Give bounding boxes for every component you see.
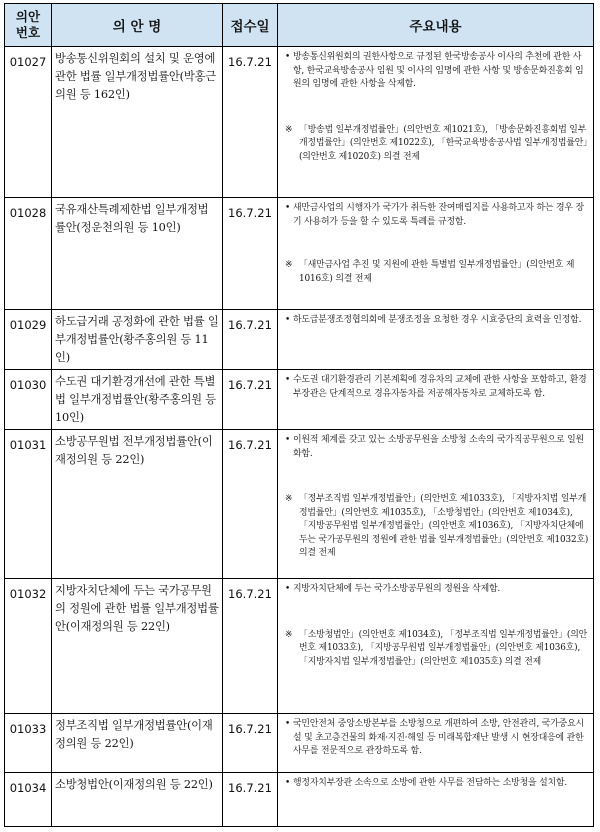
bill-number: 01028 bbox=[5, 198, 52, 310]
main-content bbox=[278, 198, 594, 310]
content-bullet bbox=[285, 314, 589, 328]
header-bill-no-line1: 의안 bbox=[15, 9, 41, 24]
main-content bbox=[278, 47, 594, 198]
content-bullet bbox=[285, 202, 589, 229]
table-row bbox=[5, 370, 594, 430]
main-content bbox=[278, 579, 594, 714]
bill-name: 소방공무원법 전부개정법률안(이재정의원 등 22인) bbox=[52, 430, 223, 579]
received-date: 16.7.21 bbox=[223, 430, 278, 579]
received-date: 16.7.21 bbox=[223, 370, 278, 430]
bullet-text: 이원적 체계를 갖고 있는 소방공무원을 소방청 소속의 국가직공무원으로 일원화함. bbox=[293, 435, 584, 459]
received-date: 16.7.21 bbox=[223, 47, 278, 198]
bullet-text: 하도급분쟁조정협의회에 분쟁조정을 요청한 경우 시효중단의 효력을 인정함. bbox=[293, 315, 582, 325]
note-mark: ※ bbox=[285, 260, 293, 270]
table-row bbox=[5, 430, 594, 579]
spacer bbox=[285, 597, 589, 629]
bill-number: 01033 bbox=[5, 714, 52, 773]
content-bullet bbox=[285, 777, 589, 791]
content-bullet bbox=[285, 718, 589, 759]
bill-number: 01029 bbox=[5, 310, 52, 370]
note-mark: ※ bbox=[285, 629, 293, 640]
received-date: 16.7.21 bbox=[223, 310, 278, 370]
table-row bbox=[5, 47, 594, 198]
note-text: 「방송법 일부개정법률안」(의안번호 제1021호), 「방송문화진흥회법 일부개정법률안」(의안번호 제1022호), 「한국교육방송공사법 일부개정법률안」(의안번호 제1020호) 의결 전제 bbox=[299, 124, 588, 162]
header-row bbox=[5, 4, 594, 47]
table-row bbox=[5, 714, 594, 773]
main-content bbox=[278, 370, 594, 430]
table-row bbox=[5, 773, 594, 827]
header-bill-name: 의 안 명 bbox=[52, 4, 223, 47]
content-bullet bbox=[285, 374, 589, 401]
bill-number: 01027 bbox=[5, 47, 52, 198]
received-date: 16.7.21 bbox=[223, 773, 278, 827]
bill-name: 소방청법안(이재정의원 등 22인) bbox=[52, 773, 223, 827]
content-note bbox=[285, 259, 589, 286]
bullet-text: 새만금사업의 시행자가 국가가 취득한 잔여매립지를 사용하고자 하는 경우 장기 사용허가 등을 할 수 있도록 특례를 규정함. bbox=[293, 203, 584, 227]
content-bullet bbox=[285, 434, 589, 461]
header-bill-no-line2: 번호 bbox=[15, 25, 41, 40]
spacer bbox=[285, 92, 589, 124]
bullet-mark: • bbox=[285, 719, 291, 729]
spacer bbox=[285, 229, 589, 259]
bullet-text: 수도권 대기환경관리 기본계획에 경유차의 교체에 관한 사항을 포함하고, 환경부장관은 단계적으로 경유자동차를 저공해자동차로 교체하도록 함. bbox=[293, 375, 587, 399]
main-content bbox=[278, 714, 594, 773]
header-bill-no bbox=[5, 4, 52, 47]
bill-name: 방송통신위원회의 설치 및 운영에 관한 법률 일부개정법률안(박홍근의원 등 162인) bbox=[52, 47, 223, 198]
header-date: 접수일 bbox=[223, 4, 278, 47]
note-text: 「새만금사업 추진 및 지원에 관한 특별법 일부개정법률안」(의안번호 제1016호) 의결 전제 bbox=[299, 260, 575, 284]
bullet-mark: • bbox=[285, 52, 291, 62]
received-date: 16.7.21 bbox=[223, 198, 278, 310]
note-mark: ※ bbox=[285, 124, 293, 135]
table-body bbox=[5, 47, 594, 827]
content-note bbox=[285, 124, 589, 165]
content-bullet bbox=[285, 583, 589, 597]
bill-name: 수도권 대기환경개선에 관한 특별법 일부개정법률안(황주홍의원 등 10인) bbox=[52, 370, 223, 430]
bill-name: 국유재산특례제한법 일부개정법률안(정운천의원 등 10인) bbox=[52, 198, 223, 310]
bill-number: 01032 bbox=[5, 579, 52, 714]
bullet-text: 국민안전처 중앙소방본부를 소방청으로 개편하여 소방, 안전관리, 국가중요시설 및 초고층건물의 화재·지진·해일 등 미래복합재난 발생 시 현장대응에 관한 사무를 전문적으로 관장하도록 함. bbox=[293, 719, 584, 756]
bill-table bbox=[4, 3, 594, 827]
bullet-mark: • bbox=[285, 435, 291, 445]
bullet-mark: • bbox=[285, 375, 291, 385]
bullet-mark: • bbox=[285, 778, 291, 788]
main-content bbox=[278, 773, 594, 827]
received-date: 16.7.21 bbox=[223, 714, 278, 773]
bill-number: 01034 bbox=[5, 773, 52, 827]
main-content bbox=[278, 430, 594, 579]
note-text: 「소방청법안」(의안번호 제1034호), 「정부조직법 일부개정법률안」(의안번호 제1033호), 「지방공무원법 일부개정법률안」(의안번호 제1036호), 「지방자치법 일부개정법률안」(의안번호 제1035호) 의결 전제 bbox=[299, 629, 588, 667]
bill-name: 지방자치단체에 두는 국가공무원의 정원에 관한 법률 일부개정법률안(이재정의원 등 22인) bbox=[52, 579, 223, 714]
header-content: 주요내용 bbox=[278, 4, 594, 47]
table-row bbox=[5, 579, 594, 714]
bullet-text: 행정자치부장관 소속으로 소방에 관한 사무를 전담하는 소방청을 설치함. bbox=[293, 778, 568, 788]
bullet-text: 지방자치단체에 두는 국가소방공무원의 정원을 삭제함. bbox=[293, 584, 501, 594]
note-mark: ※ bbox=[285, 494, 293, 504]
content-bullet bbox=[285, 51, 589, 92]
bill-name: 정부조직법 일부개정법률안(이재정의원 등 22인) bbox=[52, 714, 223, 773]
bill-number: 01031 bbox=[5, 430, 52, 579]
bullet-mark: • bbox=[285, 315, 291, 325]
content-note bbox=[285, 493, 589, 561]
table-row bbox=[5, 198, 594, 310]
bill-name: 하도급거래 공정화에 관한 법률 일부개정법률안(황주홍의원 등 11인) bbox=[52, 310, 223, 370]
bullet-mark: • bbox=[285, 203, 291, 213]
main-content bbox=[278, 310, 594, 370]
bill-number: 01030 bbox=[5, 370, 52, 430]
spacer bbox=[285, 461, 589, 493]
bullet-text: 방송통신위원회의 권한사항으로 규정된 한국방송공사 이사의 추천에 관한 사항, 한국교육방송공사 임원 및 이사의 임명에 관한 사항 및 방송문화진흥회 임원의 임명에 관한 사항을 삭제함. bbox=[293, 52, 584, 89]
table-row bbox=[5, 310, 594, 370]
note-text: 「정부조직법 일부개정법률안」(의안번호 제1033호), 「지방자치법 일부개정법률안」(의안번호 제1035호), 「소방청법안」(의안번호 제1034호), 「지방공무원법 일부개정법률안」(의안번호 제1036호), 「지방자치단체에 두는 국가공무원의 정원에 관한 법률 일부개정법률안」(의안번호 제1032호) 의결 전제 bbox=[299, 494, 589, 558]
received-date: 16.7.21 bbox=[223, 579, 278, 714]
content-note bbox=[285, 629, 589, 670]
bullet-mark: • bbox=[285, 584, 291, 594]
